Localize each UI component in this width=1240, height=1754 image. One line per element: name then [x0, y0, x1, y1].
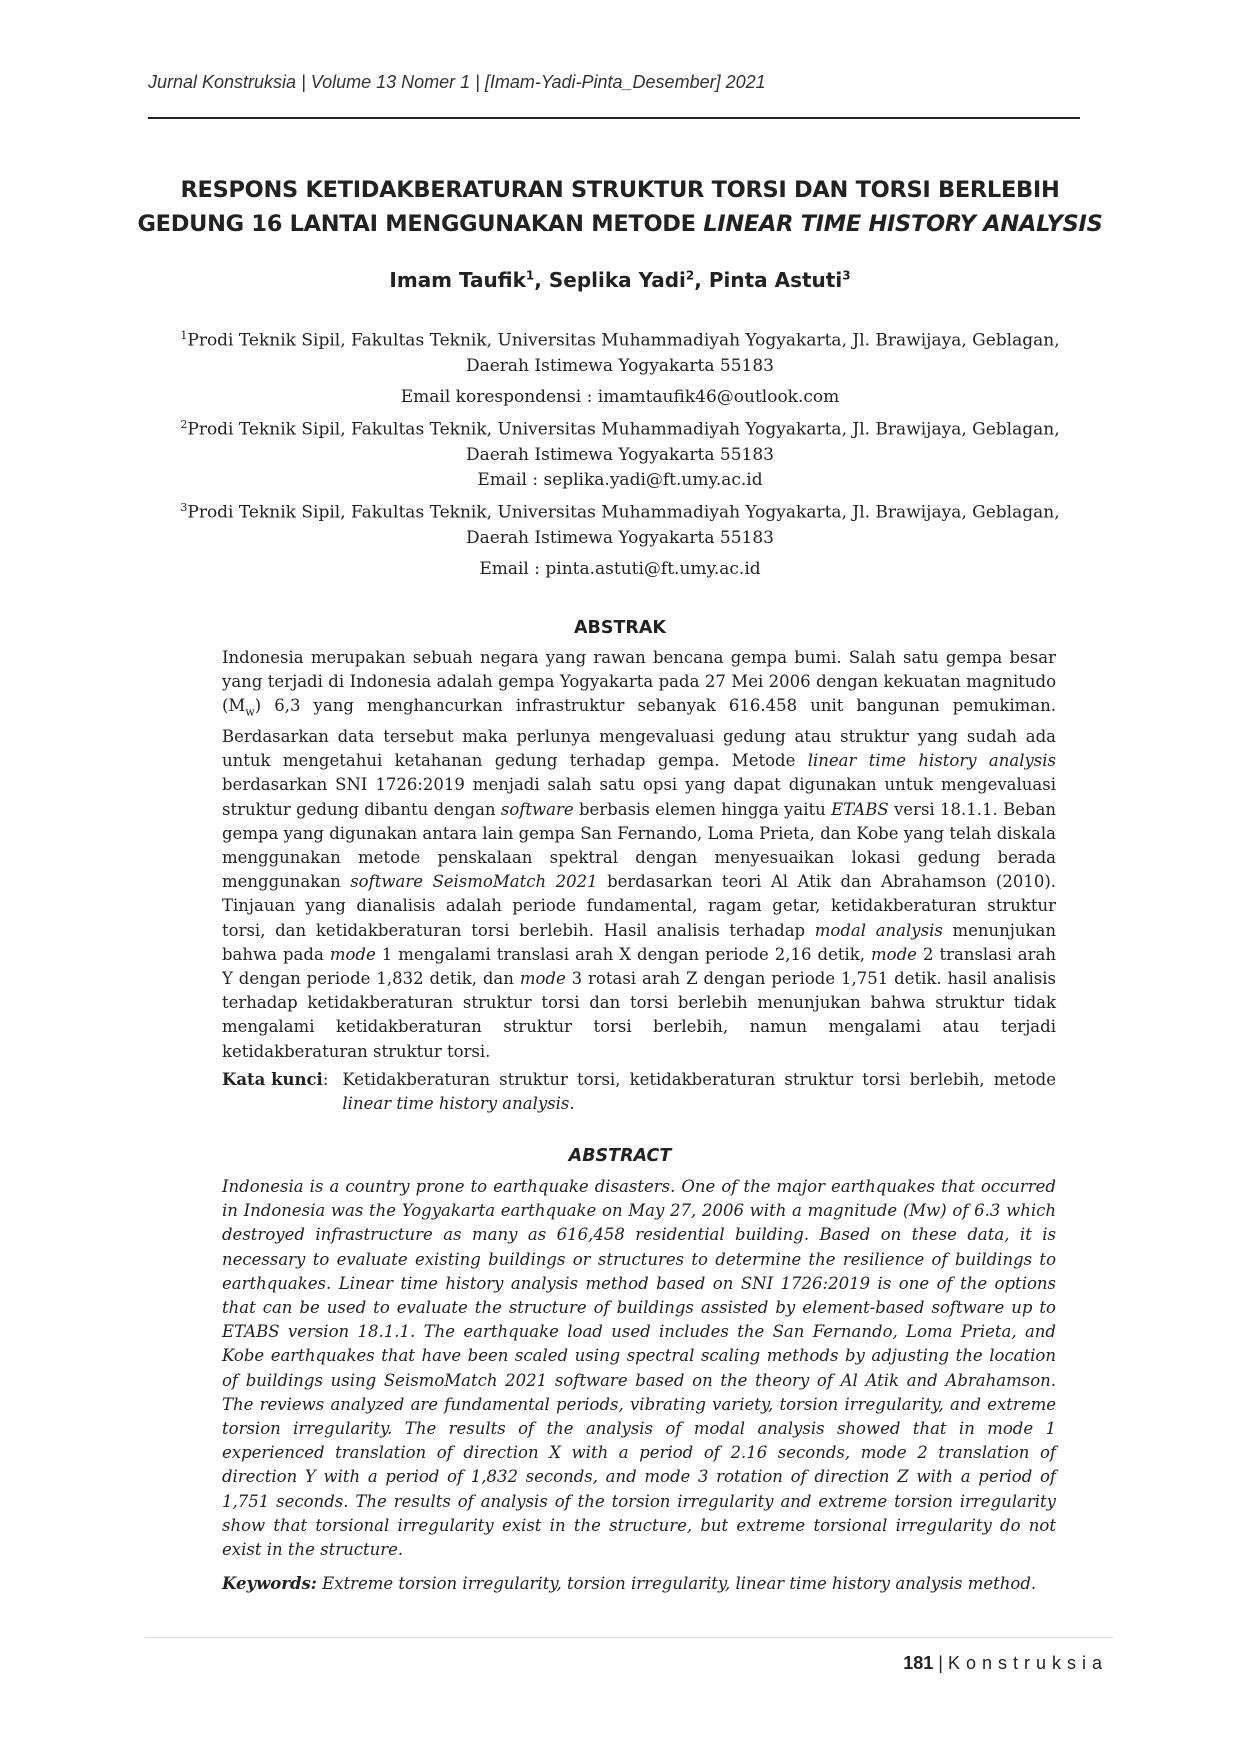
header-divider [148, 117, 1080, 119]
footer-separator: | [933, 1653, 948, 1673]
author-separator: , [694, 268, 709, 292]
paper-title [120, 173, 1120, 241]
italic-term: software [500, 799, 574, 819]
text-run: versi 18.1.1. Beban gempa yang digunakan antara lain gempa San Fernando, Loma Prieta, dan Kobe yang telah diskala menggunakan metode penskalaan spektral dengan menyesuaikan lokasi gedung berada menggunakan [222, 799, 1056, 892]
text-run: Ketidakberaturan struktur torsi, ketidakberaturan struktur torsi berlebih, metode [342, 1070, 1056, 1089]
author-name: Pinta Astuti [708, 268, 843, 292]
text-run: Indonesia merupakan sebuah negara yang rawan bencana gempa bumi. Salah satu gempa besar yang terjadi di Indonesia adalah gempa Yogyakarta pada 27 Mei 2006 dengan kekuatan magnitudo (M [222, 648, 1056, 716]
author-affiliation-sup: 1 [525, 268, 535, 283]
text-run: berbasis elemen hingga yaitu [573, 799, 832, 819]
subscript: w [245, 705, 255, 719]
title-line-1: RESPONS KETIDAKBERATURAN STRUKTUR TORSI DAN TORSI BERLEBIH [180, 177, 1060, 203]
affiliation-3-sup: 3 [180, 501, 188, 514]
abstrak-body [222, 646, 1056, 1064]
affiliation-1-address: Prodi Teknik Sipil, Fakultas Teknik, Universitas Muhammadiyah Yogyakarta, Jl. Brawijaya, Geblagan, [187, 330, 1060, 351]
title-line-2-italic: LINEAR TIME HISTORY ANALYSIS [703, 211, 1103, 237]
text-run: berdasarkan teori Al Atik dan Abrahamson (2010). Tinjauan yang dianalisis adalah periode fundamental, ragam getar, ketidakberaturan struktur torsi, dan ketidakberaturan torsi berlebih. Hasil analisis terhadap [222, 872, 1056, 940]
author-affiliation-sup: 2 [685, 268, 695, 283]
abstract-heading: ABSTRACT [568, 1146, 672, 1166]
keywords-text: Extreme torsion irregularity, torsion irregularity, linear time history analysis method. [316, 1574, 1037, 1593]
title-line-2 [120, 207, 1120, 241]
affiliation-2 [140, 412, 1100, 493]
affiliation-3 [140, 495, 1100, 582]
footer-divider [145, 1637, 1113, 1638]
author-list [120, 268, 1120, 292]
italic-term: mode [871, 944, 917, 964]
affiliation-3-line-2: Daerah Istimewa Yogyakarta 55183 [465, 527, 775, 548]
text-run: 3 rotasi arah Z dengan periode 1,751 detik. hasil analisis terhadap ketidakberaturan struktur torsi dan torsi berlebih menunjukan bahwa struktur tidak mengalami ketidakberaturan struktur torsi berlebih, namun mengalami atau terjadi ketidakberaturan struktur torsi. [222, 968, 1056, 1061]
affiliation-3-line-1 [140, 495, 1100, 526]
footer-journal-name: Konstruksia [947, 1653, 1108, 1673]
text-run: berdasarkan SNI 1726:2019 menjadi salah satu opsi yang dapat digunakan untuk mengevaluasi struktur gedung dibantu dengan [222, 775, 1056, 819]
author-separator: , [534, 268, 549, 292]
italic-term: mode [329, 944, 376, 964]
affiliation-3-email: Email : pinta.astuti@ft.umy.ac.id [479, 558, 761, 579]
kata-kunci-text [342, 1068, 1056, 1116]
italic-term: modal analysis [814, 920, 943, 940]
author-name: Imam Taufik [389, 268, 526, 292]
author-affiliation-sup: 3 [842, 268, 851, 283]
affiliation-2-sup: 2 [180, 418, 188, 431]
affiliation-1-line-1 [140, 323, 1100, 354]
title-line-2-normal: GEDUNG 16 LANTAI MENGGUNAKAN METODE [137, 211, 704, 237]
affiliation-2-line-2: Daerah Istimewa Yogyakarta 55183 [465, 444, 775, 465]
italic-term: software SeismoMatch 2021 [350, 872, 598, 892]
affiliation-1-sup: 1 [180, 329, 188, 342]
italic-term: mode [519, 968, 566, 988]
text-run: 1 mengalami translasi arah X dengan periode 2,16 detik, [375, 944, 872, 964]
affiliation-2-address: Prodi Teknik Sipil, Fakultas Teknik, Universitas Muhammadiyah Yogyakarta, Jl. Brawijaya, Geblagan, [187, 419, 1060, 440]
affiliation-1-email: Email korespondensi : imamtaufik46@outlook.com [400, 386, 840, 407]
affiliation-1-line-2: Daerah Istimewa Yogyakarta 55183 [465, 355, 775, 376]
text-run: menunjukan bahwa pada [222, 920, 1056, 964]
italic-term: linear time history analysis [342, 1094, 570, 1114]
affiliation-1 [140, 323, 1100, 410]
kata-kunci-label: Kata kunci [222, 1070, 323, 1089]
text-run: . [569, 1094, 575, 1114]
abstract-body: Indonesia is a country prone to earthquake disasters. One of the major earthquakes that occurred in Indonesia was the Yogyakarta earthquake on May 27, 2006 with a magnitude (Mw) of 6.3 which destroyed infrastructure as many as 616,458 residential building. Based on these data, it is necessary to evaluate existing buildings or structures to determine the resilience of buildings to earthquakes. Linear time history analysis method based on SNI 1726:2019 is one of the options that can be used to evaluate the structure of buildings assisted by element-based software up to ETABS version 18.1.1. The earthquake load used includes the San Fernando, Loma Prieta, and Kobe earthquakes that have been scaled using spectral scaling methods by adjusting the location of buildings using SeismoMatch 2021 software based on the theory of Al Atik and Abrahamson. The reviews analyzed are fundamental periods, vibrating variety, torsion irregularity, and extreme torsion irregularity. The results of the analysis of modal analysis showed that in mode 1 experienced translation of direction X with a period of 2.16 seconds, mode 2 translation of direction Y with a period of 1,832 seconds, and mode 3 rotation of direction Z with a period of 1,751 seconds. The results of analysis of the torsion irregularity and extreme torsion irregularity show that torsional irregularity exist in the structure, but extreme torsional irregularity do not exist in the structure. [222, 1177, 1056, 1560]
italic-term: linear time history analysis [807, 751, 1057, 771]
running-head: Jurnal Konstruksia | Volume 13 Nomer 1 | [Imam-Yadi-Pinta_Desember] 2021 [148, 72, 766, 92]
italic-term: ETABS [831, 799, 889, 819]
text-run: 2 translasi arah Y dengan periode 1,832 detik, dan [222, 944, 1056, 988]
kata-kunci [222, 1068, 1056, 1116]
affiliation-2-email: Email : seplika.yadi@ft.umy.ac.id [477, 469, 763, 490]
text-run: ) 6,3 yang menghancurkan infrastruktur sebanyak 616.458 unit bangunan pemukiman. Berdasarkan data tersebut maka perlunya mengevaluasi gedung atau struktur yang sudah ada untuk mengetahui ketahanan gedung terhadap gempa. Metode [222, 696, 1056, 771]
keywords-label: Keywords: [222, 1574, 317, 1593]
author-name: Seplika Yadi [548, 268, 686, 292]
keywords [222, 1572, 1082, 1596]
affiliation-3-address: Prodi Teknik Sipil, Fakultas Teknik, Universitas Muhammadiyah Yogyakarta, Jl. Brawijaya, Geblagan, [187, 502, 1060, 523]
page-footer [903, 1653, 1108, 1674]
abstrak-heading: ABSTRAK [573, 618, 666, 638]
page-number: 181 [903, 1653, 934, 1673]
kata-kunci-colon: : [322, 1070, 329, 1089]
affiliation-2-line-1 [140, 412, 1100, 443]
